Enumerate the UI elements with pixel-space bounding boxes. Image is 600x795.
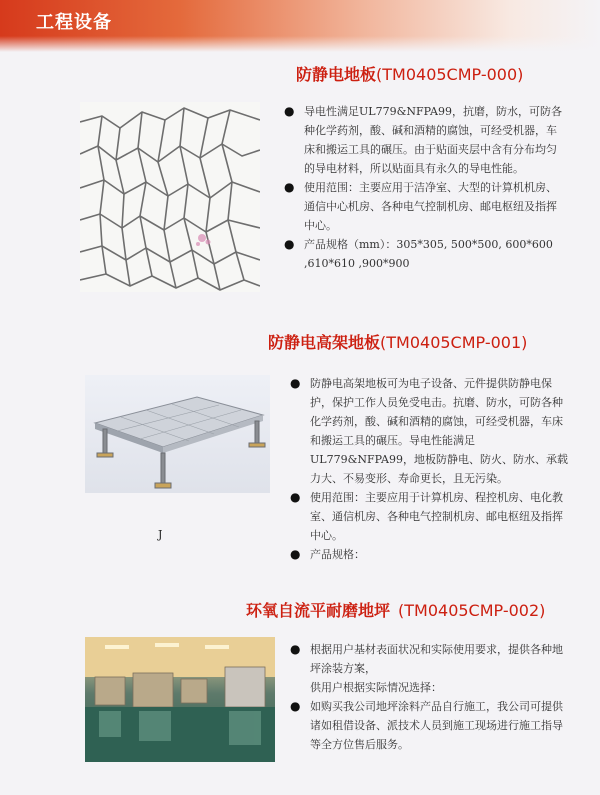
raised-floor-panel-photo [85, 375, 270, 493]
page-title: 工程设备 [36, 12, 112, 33]
section-3-bullets [290, 640, 570, 754]
bullet-icon: ● [284, 104, 295, 118]
bullet-text: 根据用户基材表面状况和实际使用要求，提供各种地坪涂装方案， [310, 643, 563, 675]
section-code: (TM0405CMP-001) [380, 333, 528, 352]
epoxy-floor-room-photo [85, 637, 275, 762]
bullet-icon: ● [290, 547, 301, 561]
list-item [284, 102, 564, 178]
cracked-floor-tile-photo [80, 102, 260, 292]
bullet-text: 导电性满足UL779&NFPA99，抗磨，防水，可防各种化学药剂，酸、碱和酒精的腐蚀，可经受机器，车床和搬运工具的碾压。由于贴面夹层中含有分布均匀的导电材料，所以贴面具有永久的导电性能。 [304, 105, 562, 175]
bullet-icon: ● [284, 180, 295, 194]
list-item [284, 178, 564, 235]
image-mark: J [158, 528, 163, 541]
section-2-bullets [290, 374, 570, 564]
list-item [290, 678, 570, 697]
list-item [290, 374, 570, 488]
section-title-raised-floor [268, 330, 527, 353]
bullet-text: 如购买我公司地坪涂料产品自行施工，我公司可提供诸如租借设备、派技术人员到施工现场进行施工指导等全方位售后服务。 [310, 700, 563, 751]
bullet-text: 供用户根据实际情况选择： [310, 681, 442, 694]
bullet-icon: ● [284, 237, 295, 251]
section-title-text: 防静电地板 [296, 65, 377, 84]
bullet-text: 使用范围：主要应用于洁净室、大型的计算机机房、通信中心机房、各种电气控制机房、邮电枢纽及指挥中心。 [304, 181, 557, 232]
bullet-icon: ● [290, 376, 301, 390]
section-title-antistatic-floor [296, 62, 523, 85]
list-item [290, 488, 570, 545]
section-code: (TM0405CMP-002) [398, 601, 546, 620]
bullet-text: 防静电高架地板可为电子设备、元件提供防静电保护，保护工作人员免受电击。抗磨、防水，可防各种化学药剂，酸、碱和酒精的腐蚀，可经受机器，车床和搬运工具的碾压。导电性能满足UL779&NFPA99，地板防静电、防火、防水、承载力大、不易变形、寿命更长，且无污染。 [310, 377, 568, 485]
bullet-icon: ● [290, 642, 301, 656]
list-item [290, 545, 570, 564]
section-title-text: 防静电高架地板 [268, 333, 381, 352]
section-1-bullets [284, 102, 564, 273]
section-title-epoxy-floor [246, 598, 545, 621]
section-code: (TM0405CMP-000) [376, 65, 524, 84]
bullet-icon: ● [290, 699, 301, 713]
bullet-icon: ● [290, 490, 301, 504]
bullet-text: 产品规格（mm）：305*305, 500*500, 600*600 ,610*610 ,900*900 [304, 238, 553, 270]
section-title-text: 环氧自流平耐磨地坪 [246, 601, 391, 620]
list-item [290, 640, 570, 678]
list-item [284, 235, 564, 273]
bullet-text: 产品规格： [310, 548, 365, 561]
bullet-text: 使用范围：主要应用于计算机房、程控机房、电化教室、通信机房、各种电气控制机房、邮电枢纽及指挥中心。 [310, 491, 563, 542]
list-item [290, 697, 570, 754]
